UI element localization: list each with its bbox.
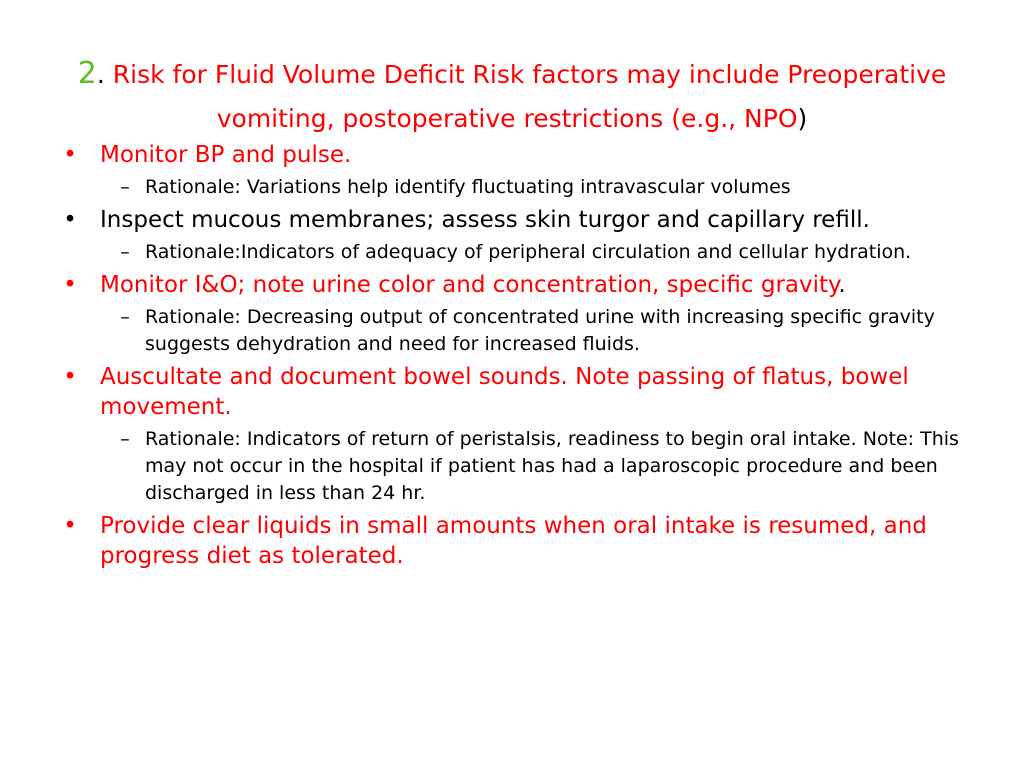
bullet-icon: • xyxy=(63,364,77,390)
slide-title xyxy=(70,52,954,141)
bullet-item xyxy=(60,511,960,571)
bullet-icon: • xyxy=(63,513,77,539)
bullet-icon: • xyxy=(63,207,77,233)
dash-icon: – xyxy=(120,176,130,198)
bullet-list xyxy=(60,140,960,575)
bullet-item xyxy=(60,205,960,235)
rationale-item xyxy=(120,174,960,201)
rationale-text: Rationale: Decreasing output of concentrated urine with increasing specific gravity suggests dehydration and need for increased fluids. xyxy=(145,306,935,355)
rationale-item xyxy=(120,426,960,507)
bullet-item xyxy=(60,140,960,170)
title-dot: . xyxy=(96,60,105,89)
title-text: Risk for Fluid Volume Deficit Risk factors may include Preoperative vomiting, postoperative restrictions (e.g., NPO xyxy=(112,60,947,133)
bullet-text: Monitor I&O; note urine color and concentration, specific gravity xyxy=(100,272,839,298)
dash-icon: – xyxy=(120,306,130,328)
rationale-text: Rationale:Indicators of adequacy of peripheral circulation and cellular hydration. xyxy=(145,241,912,263)
dash-icon: – xyxy=(120,241,130,263)
title-number: 2 xyxy=(77,56,97,91)
bullet-text: Monitor BP and pulse. xyxy=(100,142,352,168)
rationale-text: Rationale: Variations help identify fluctuating intravascular volumes xyxy=(145,176,791,198)
bullet-item xyxy=(60,362,960,422)
rationale-text: Rationale: Indicators of return of peristalsis, readiness to begin oral intake. Note: This may not occur in the hospital if patient has had a laparoscopic procedure and been discharged in less than 24 hr. xyxy=(145,428,959,504)
bullet-icon: • xyxy=(63,142,77,168)
rationale-item xyxy=(120,239,960,266)
bullet-item xyxy=(60,270,960,300)
bullet-text: Provide clear liquids in small amounts when oral intake is resumed, and progress diet as tolerated. xyxy=(100,513,927,569)
bullet-icon: • xyxy=(63,272,77,298)
rationale-item xyxy=(120,304,960,358)
bullet-text: Auscultate and document bowel sounds. Note passing of flatus, bowel movement. xyxy=(100,364,909,420)
bullet-trailing-period: . xyxy=(838,272,846,298)
bullet-text: Inspect mucous membranes; assess skin turgor and capillary refill. xyxy=(100,207,870,233)
dash-icon: – xyxy=(120,428,130,450)
title-close-paren: ) xyxy=(797,104,808,133)
